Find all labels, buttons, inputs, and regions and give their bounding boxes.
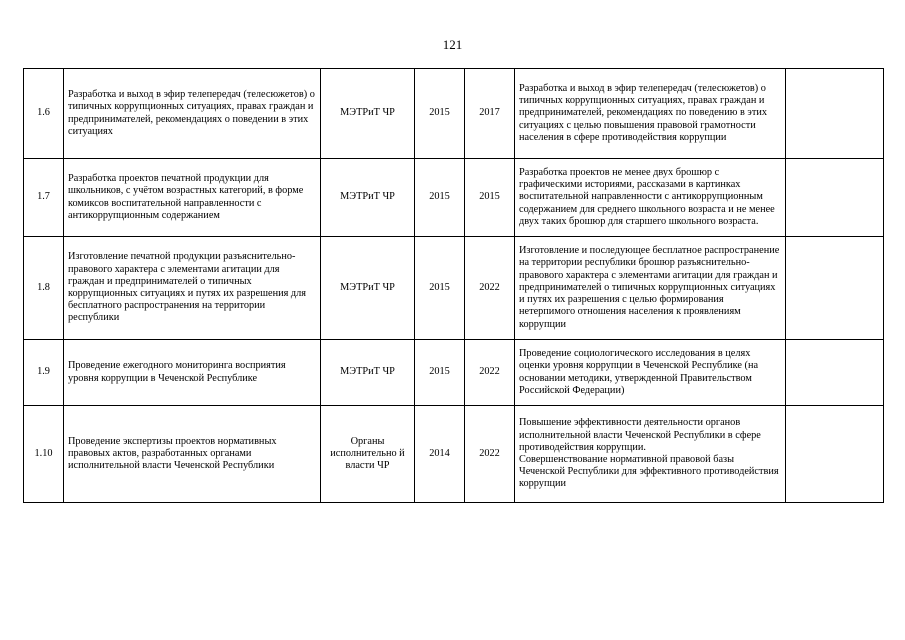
extra-cell: [786, 340, 884, 406]
start-year: 2014: [415, 406, 465, 503]
measure-name: Проведение ежегодного мониторинга восприятия уровня коррупции в Чеченской Республике: [64, 340, 321, 406]
extra-cell: [786, 406, 884, 503]
row-number: 1.7: [24, 159, 64, 237]
table-row: [24, 406, 884, 503]
end-year: 2017: [465, 69, 515, 159]
extra-cell: [786, 237, 884, 340]
measure-name: Разработка проектов печатной продукции для школьников, с учётом возрастных категорий, в форме комиксов воспитательной направленности с антикоррупционным содержанием: [64, 159, 321, 237]
expected-result: Проведение социологического исследования в целях оценки уровня коррупции в Чеченской Республике (на основании методики, утвержденной Правительством Российской Федерации): [515, 340, 786, 406]
expected-result: Изготовление и последующее бесплатное распространение на территории республики брошюр разъяснительно-правового характера с элементами агитации для граждан и предпринимателей о типичных коррупционных ситуациях и путях их разрешения с целью формирования нетерпимого отношения населения к проявлениям коррупции: [515, 237, 786, 340]
end-year: 2022: [465, 406, 515, 503]
executor: МЭТРиТ ЧР: [321, 237, 415, 340]
extra-cell: [786, 69, 884, 159]
measure-name: Изготовление печатной продукции разъяснительно-правового характера с элементами агитации для граждан и предпринимателей о типичных коррупционных ситуациях и путях их разрешения для бесплатного распространения на территории республики: [64, 237, 321, 340]
end-year: 2015: [465, 159, 515, 237]
end-year: 2022: [465, 340, 515, 406]
row-number: 1.6: [24, 69, 64, 159]
expected-result: Разработка проектов не менее двух брошюр с графическими историями, рассказами в картинках воспитательной направленности с антикоррупционным содержанием для среднего школьного возраста и не менее двух таких брошюр для старшего школьного возраста.: [515, 159, 786, 237]
start-year: 2015: [415, 340, 465, 406]
executor: Органы исполнительно й власти ЧР: [321, 406, 415, 503]
table-row: [24, 340, 884, 406]
end-year: 2022: [465, 237, 515, 340]
row-number: 1.9: [24, 340, 64, 406]
executor: МЭТРиТ ЧР: [321, 69, 415, 159]
executor: МЭТРиТ ЧР: [321, 159, 415, 237]
start-year: 2015: [415, 159, 465, 237]
row-number: 1.10: [24, 406, 64, 503]
start-year: 2015: [415, 237, 465, 340]
table-row: [24, 69, 884, 159]
extra-cell: [786, 159, 884, 237]
start-year: 2015: [415, 69, 465, 159]
expected-result: Повышение эффективности деятельности органов исполнительной власти Чеченской Республики в сфере противодействия коррупции. Совершенствование нормативной правовой базы Чеченской Республики для эффективного противодействия коррупции: [515, 406, 786, 503]
table-row: [24, 237, 884, 340]
page-number: 121: [442, 37, 463, 52]
measure-name: Проведение экспертизы проектов нормативных правовых актов, разработанных органами исполнительной власти Чеченской Республики: [64, 406, 321, 503]
table-row: [24, 159, 884, 237]
executor: МЭТРиТ ЧР: [321, 340, 415, 406]
measures-table: [23, 68, 884, 503]
measure-name: Разработка и выход в эфир телепередач (телесюжетов) о типичных коррупционных ситуациях, правах граждан и предпринимателей, рекомендациях о поведении в этих ситуациях: [64, 69, 321, 159]
expected-result: Разработка и выход в эфир телепередач (телесюжетов) о типичных коррупционных ситуациях, правах граждан и предпринимателей, рекомендациях по поведению в этих ситуациях с целью повышения правовой грамотности населения в сфере противодействия коррупции: [515, 69, 786, 159]
row-number: 1.8: [24, 237, 64, 340]
